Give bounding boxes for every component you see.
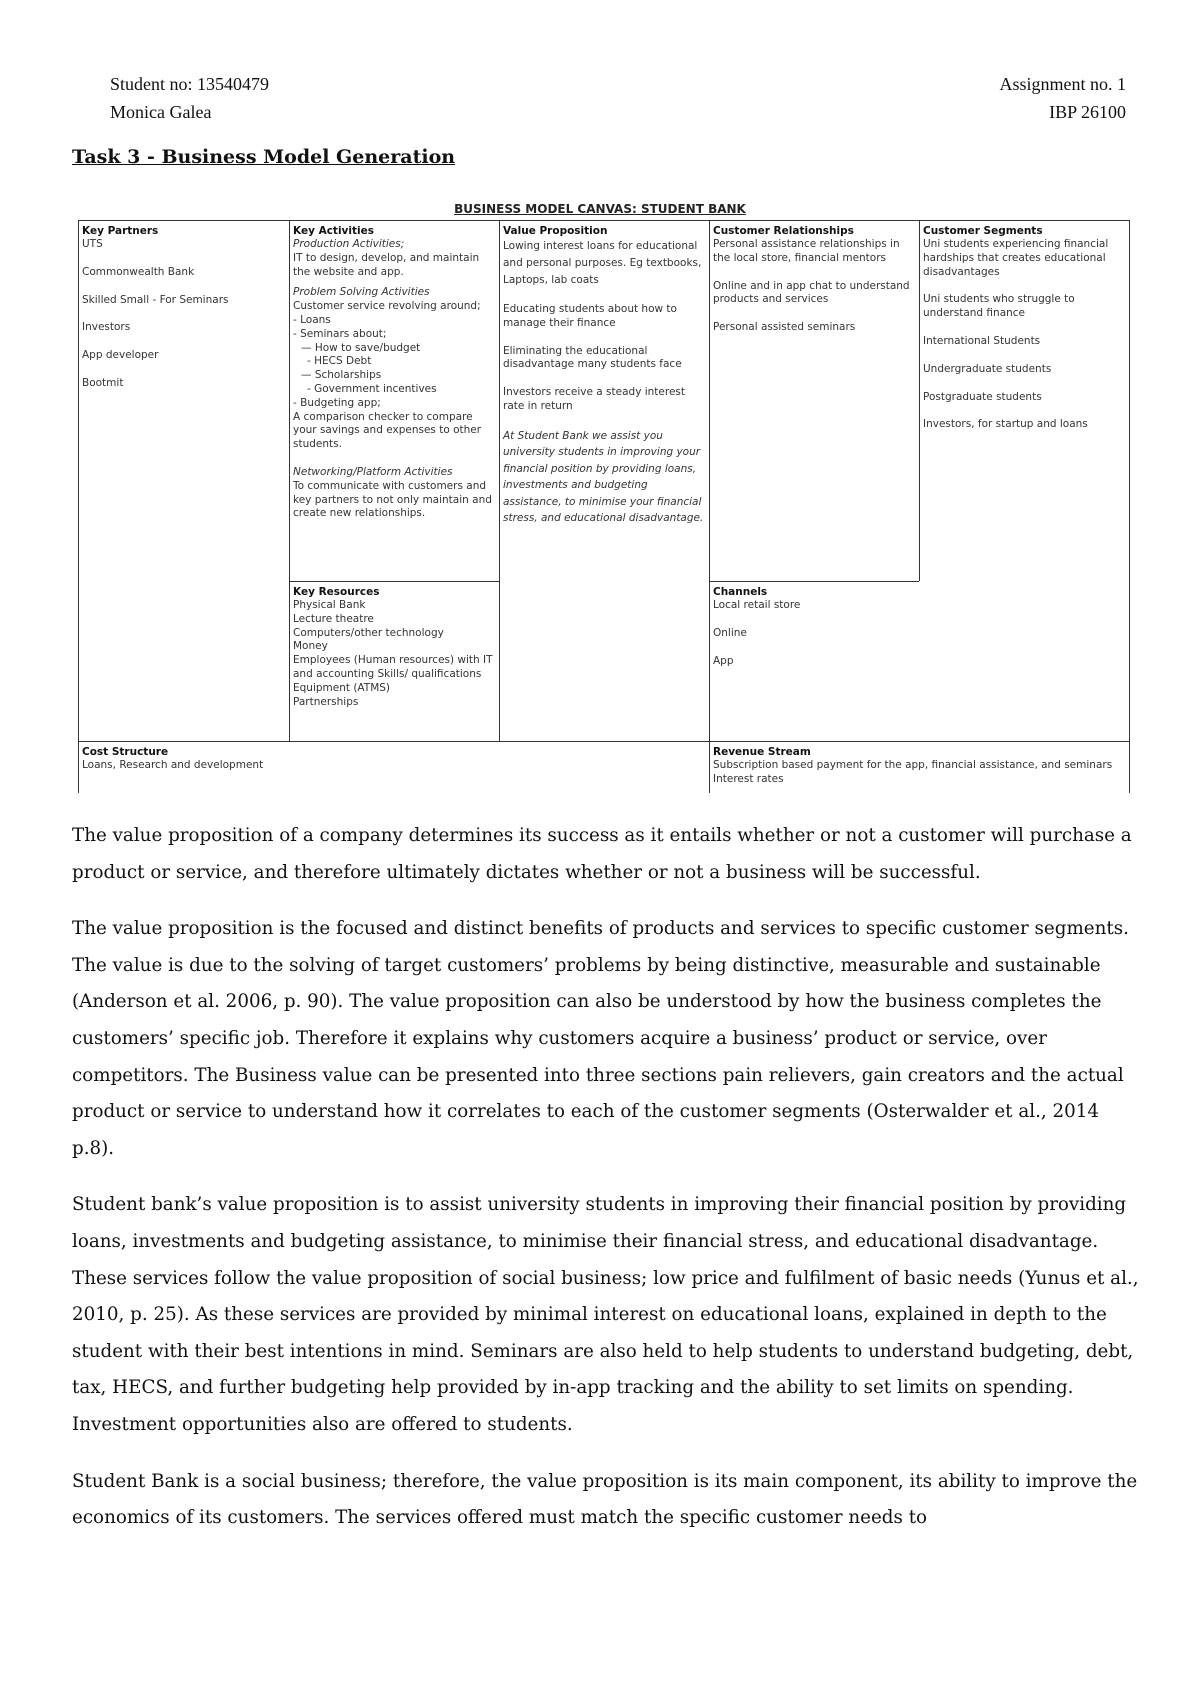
value-statement: At Student Bank we assist you university students in improving your financial position by providing loans, investments and budgeting assistance, to minimise your financial stress, and educational disadvantage. <box>503 429 704 525</box>
paragraph-1: The value proposition of a company determines its success as it entails whether or not a customer will purchase a product or service, and therefore ultimately dictates whether or not a business will be successful. <box>72 825 1132 883</box>
segment-item: International Students <box>923 334 1041 347</box>
resource-item: Lecture theatre <box>293 612 374 625</box>
activity-line: Production Activities; <box>293 238 405 250</box>
task-title: Task 3 - Business Model Generation <box>72 146 456 168</box>
revenue-stream-cell <box>710 742 1129 793</box>
resource-item: Physical Bank <box>293 599 366 611</box>
activity-line: - HECS Debt <box>307 355 372 368</box>
activity-line: - Government incentives <box>307 382 437 395</box>
cost-structure-cell <box>79 742 709 793</box>
resource-item: Employees (Human resources) with IT and accounting Skills/ qualifications <box>293 654 493 680</box>
paragraph-4: Student Bank is a social business; therefore, the value proposition is its main component, its ability to improve the economics of its customers. The services offered must match the specific customer needs to <box>72 1470 1138 1529</box>
customer-relationships-heading: Customer Relationships <box>713 225 854 237</box>
channels-cell <box>710 582 919 741</box>
student-number: Student no: 13540479 <box>110 74 270 94</box>
activity-line: — How to save/budget <box>301 341 421 354</box>
key-partner-item: Investors <box>82 321 131 334</box>
activity-line: - Budgeting app; <box>293 396 381 409</box>
segment-item: Uni students experiencing financial hardships that creates educational disadvantages <box>923 238 1109 278</box>
key-resources-heading: Key Resources <box>293 586 380 598</box>
channel-item: Local retail store <box>713 599 801 611</box>
activity-line: - Loans <box>293 313 331 326</box>
key-partner-item: Commonwealth Bank <box>82 265 195 278</box>
channel-item: Online <box>713 626 747 639</box>
student-name: Monica Galea <box>110 102 212 122</box>
assignment-number: Assignment no. 1 <box>999 74 1126 94</box>
activity-line: IT to design, develop, and maintain the website and app. <box>293 251 480 278</box>
activity-line: - Seminars about; <box>293 327 387 340</box>
activity-line: A comparison checker to compare your savings and expenses to other students. <box>293 410 482 451</box>
key-partner-item: App developer <box>82 349 159 362</box>
header-left <box>110 70 269 126</box>
value-item: Educating students about how to manage their finance <box>503 303 677 329</box>
key-activities-heading: Key Activities <box>293 225 374 237</box>
canvas-title: BUSINESS MODEL CANVAS: STUDENT BANK <box>454 202 746 216</box>
customer-segments-heading: Customer Segments <box>923 225 1043 237</box>
value-item: Investors receive a steady interest rate in return <box>503 386 686 412</box>
channels-heading: Channels <box>713 586 768 598</box>
activity-line: To communicate with customers and key partners to not only maintain and create new relationships. <box>293 479 492 520</box>
key-partners-heading: Key Partners <box>82 225 159 237</box>
key-partner-item: Skilled Small - For Seminars <box>82 293 229 306</box>
revenue-stream-heading: Revenue Stream <box>713 746 811 758</box>
essay-body <box>72 818 1142 1557</box>
resource-item: Equipment (ATMS) <box>293 681 391 694</box>
paragraph-3: Student bank’s value proposition is to assist university students in improving their financial position by providing loans, investments and budgeting assistance, to minimise their financial stress, and educational disadvantage. These services follow the value proposition of social business; low price and fulfilment of basic needs (Yunus et al., 2010, p. 25). As these services are provided by minimal interest on educational loans, explained in depth to the student with their best intentions in mind. Seminars are also held to help students to understand budgeting, debt, tax, HECS, and further budgeting help provided by in-app tracking and the ability to set limits on spending. Investment opportunities also are offered to students. <box>72 1194 1139 1435</box>
customer-segments-cell <box>920 221 1129 741</box>
key-partner-item: Bootmit <box>82 376 124 389</box>
segment-item: Uni students who struggle to understand finance <box>923 293 1075 320</box>
resource-item: Money <box>293 640 328 653</box>
key-partners-cell <box>79 221 289 741</box>
resource-item: Computers/other technology <box>293 626 444 639</box>
value-item: Eliminating the educational disadvantage many students face <box>503 344 682 371</box>
activity-line: Customer service revolving around; <box>293 300 481 313</box>
business-model-canvas <box>78 220 1130 793</box>
customer-relationships-cell <box>710 221 919 581</box>
key-resources-cell <box>290 582 499 741</box>
key-partner-item: UTS <box>82 238 103 250</box>
paragraph-2: The value proposition is the focused and distinct benefits of products and services to specific customer segments. The value is due to the solving of target customers’ problems by being distinctive, measurable and sustainable (Anderson et al. 2006, p. 90). The value proposition can also be understood by how the business completes the customers’ specific job. Therefore it explains why customers acquire a business’ product or service, over competitors. The Business value can be presented into three sections pain relievers, gain creators and the actual product or service to understand how it correlates to each of the customer segments (Osterwalder et al., 2014 p.8). <box>72 918 1129 1159</box>
channel-item: App <box>713 654 734 667</box>
relationship-item: Personal assisted seminars <box>713 321 856 334</box>
key-activities-cell <box>290 221 499 581</box>
revenue-stream-text: Subscription based payment for the app, financial assistance, and seminars Interest rates <box>713 759 1113 785</box>
segment-item: Undergraduate students <box>923 362 1052 375</box>
cost-structure-text: Loans, Research and development <box>82 759 264 771</box>
value-proposition-heading: Value Proposition <box>503 225 608 237</box>
segment-item: Investors, for startup and loans <box>923 418 1088 431</box>
activity-line: Networking/Platform Activities <box>293 465 453 478</box>
relationship-item: Personal assistance relationships in the local store, financial mentors <box>713 238 900 264</box>
activity-line: Problem Solving Activities <box>293 286 430 299</box>
relationship-item: Online and in app chat to understand products and services <box>713 279 910 306</box>
segment-item: Postgraduate students <box>923 390 1042 403</box>
resource-item: Partnerships <box>293 695 359 708</box>
cost-structure-heading: Cost Structure <box>82 746 169 758</box>
value-item: Lowing interest loans for educational and personal purposes. Eg textbooks, Laptops, lab coats <box>503 240 702 286</box>
header-right <box>999 70 1126 126</box>
activity-line: — Scholarships <box>301 369 382 382</box>
value-proposition-cell <box>500 221 709 741</box>
course-code: IBP 26100 <box>1049 102 1126 122</box>
